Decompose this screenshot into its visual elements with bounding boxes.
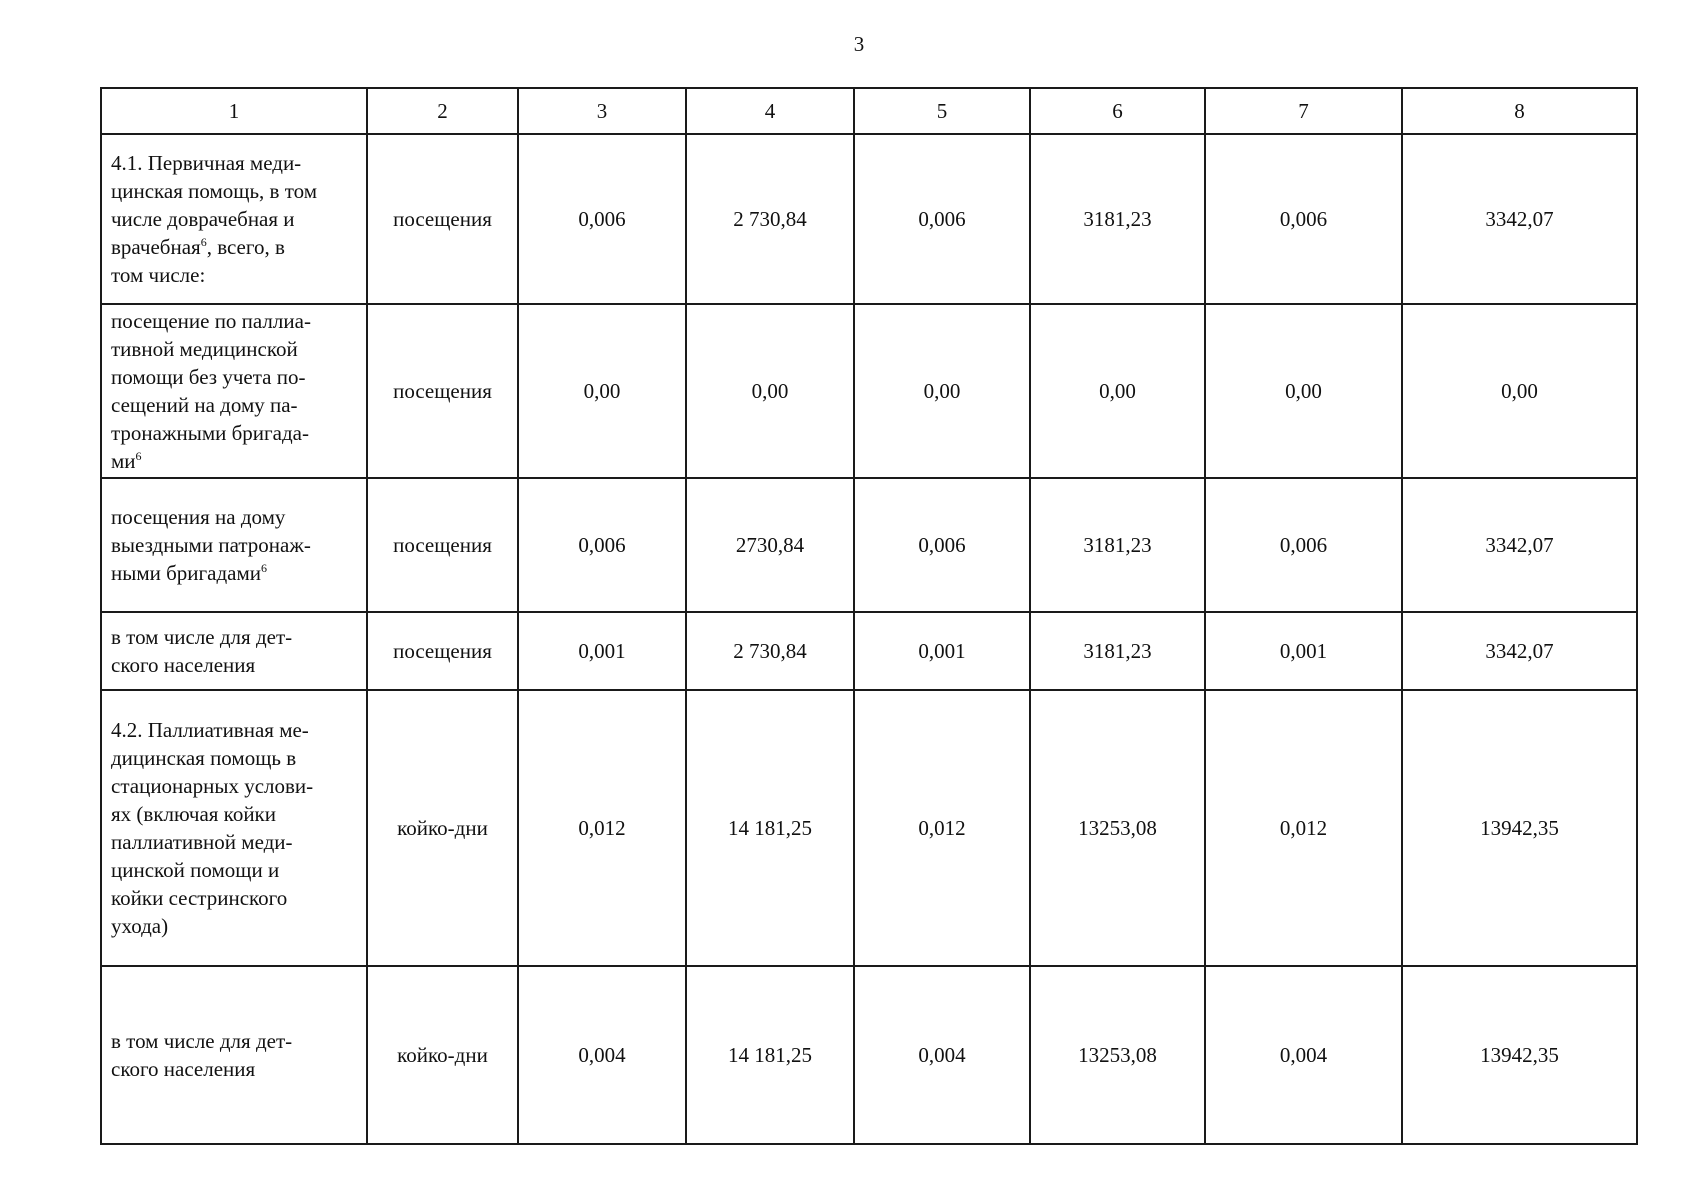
value-cell: 0,00 bbox=[854, 304, 1030, 478]
value-cell: 0,012 bbox=[518, 690, 686, 966]
table-row bbox=[101, 966, 1637, 1144]
row-description bbox=[101, 612, 367, 690]
column-header: 4 bbox=[686, 88, 854, 134]
description-text: 4.1. Первичная меди- цинская помощь, в том числе доврачебная и врачебная bbox=[111, 151, 317, 259]
unit-cell: койко-дни bbox=[367, 966, 518, 1144]
value-cell: 3342,07 bbox=[1402, 478, 1637, 612]
unit-cell: посещения bbox=[367, 478, 518, 612]
value-cell: 0,004 bbox=[518, 966, 686, 1144]
value-cell: 14 181,25 bbox=[686, 966, 854, 1144]
column-header: 5 bbox=[854, 88, 1030, 134]
table-row bbox=[101, 612, 1637, 690]
value-cell: 2 730,84 bbox=[686, 612, 854, 690]
table-row bbox=[101, 304, 1637, 478]
description-text-continued: , всего, в том числе: bbox=[111, 235, 285, 287]
value-cell: 3181,23 bbox=[1030, 478, 1205, 612]
page-number: 3 bbox=[853, 32, 865, 56]
unit-cell: посещения bbox=[367, 612, 518, 690]
column-header: 1 bbox=[101, 88, 367, 134]
description-text: в том числе для дет- ского населения bbox=[111, 1029, 293, 1081]
table-row bbox=[101, 134, 1637, 304]
value-cell: 3342,07 bbox=[1402, 612, 1637, 690]
description-text: посещение по паллиа- тивной медицинской помощи без учета по- сещений на дому па- тронажными бригада- ми bbox=[111, 309, 311, 473]
value-cell: 0,006 bbox=[1205, 478, 1402, 612]
value-cell: 0,001 bbox=[518, 612, 686, 690]
unit-cell: посещения bbox=[367, 304, 518, 478]
value-cell: 0,001 bbox=[854, 612, 1030, 690]
value-cell: 0,001 bbox=[1205, 612, 1402, 690]
column-header: 2 bbox=[367, 88, 518, 134]
row-description bbox=[101, 690, 367, 966]
table-header-row bbox=[101, 88, 1637, 134]
value-cell: 0,004 bbox=[854, 966, 1030, 1144]
value-cell: 13253,08 bbox=[1030, 690, 1205, 966]
value-cell: 13942,35 bbox=[1402, 966, 1637, 1144]
value-cell: 0,004 bbox=[1205, 966, 1402, 1144]
value-cell: 0,012 bbox=[854, 690, 1030, 966]
unit-cell: койко-дни bbox=[367, 690, 518, 966]
row-description bbox=[101, 966, 367, 1144]
column-header: 8 bbox=[1402, 88, 1637, 134]
value-cell: 0,00 bbox=[1030, 304, 1205, 478]
value-cell: 3181,23 bbox=[1030, 134, 1205, 304]
table-row bbox=[101, 690, 1637, 966]
row-description bbox=[101, 304, 367, 478]
value-cell: 13942,35 bbox=[1402, 690, 1637, 966]
value-cell: 0,00 bbox=[1205, 304, 1402, 478]
value-cell: 13253,08 bbox=[1030, 966, 1205, 1144]
description-text: в том числе для дет- ского населения bbox=[111, 625, 293, 677]
value-cell: 0,012 bbox=[1205, 690, 1402, 966]
value-cell: 0,006 bbox=[518, 134, 686, 304]
value-cell: 3181,23 bbox=[1030, 612, 1205, 690]
value-cell: 3342,07 bbox=[1402, 134, 1637, 304]
row-description bbox=[101, 134, 367, 304]
value-cell: 0,006 bbox=[854, 134, 1030, 304]
table-row bbox=[101, 478, 1637, 612]
value-cell: 14 181,25 bbox=[686, 690, 854, 966]
unit-cell: посещения bbox=[367, 134, 518, 304]
value-cell: 0,00 bbox=[518, 304, 686, 478]
indicators-table bbox=[100, 87, 1638, 1145]
value-cell: 0,00 bbox=[1402, 304, 1637, 478]
row-description bbox=[101, 478, 367, 612]
footnote-mark: 6 bbox=[200, 235, 207, 249]
value-cell: 2730,84 bbox=[686, 478, 854, 612]
value-cell: 0,006 bbox=[854, 478, 1030, 612]
footnote-mark: 6 bbox=[135, 449, 142, 463]
value-cell: 2 730,84 bbox=[686, 134, 854, 304]
footnote-mark: 6 bbox=[261, 561, 268, 575]
description-text: посещения на дому выездными патронаж- ными бригадами bbox=[111, 505, 311, 585]
column-header: 6 bbox=[1030, 88, 1205, 134]
value-cell: 0,006 bbox=[518, 478, 686, 612]
description-text: 4.2. Паллиативная ме- дицинская помощь в стационарных услови- ях (включая койки паллиативной меди- цинской помощи и койки сестринского ухода) bbox=[111, 718, 314, 938]
value-cell: 0,006 bbox=[1205, 134, 1402, 304]
column-header: 3 bbox=[518, 88, 686, 134]
column-header: 7 bbox=[1205, 88, 1402, 134]
value-cell: 0,00 bbox=[686, 304, 854, 478]
